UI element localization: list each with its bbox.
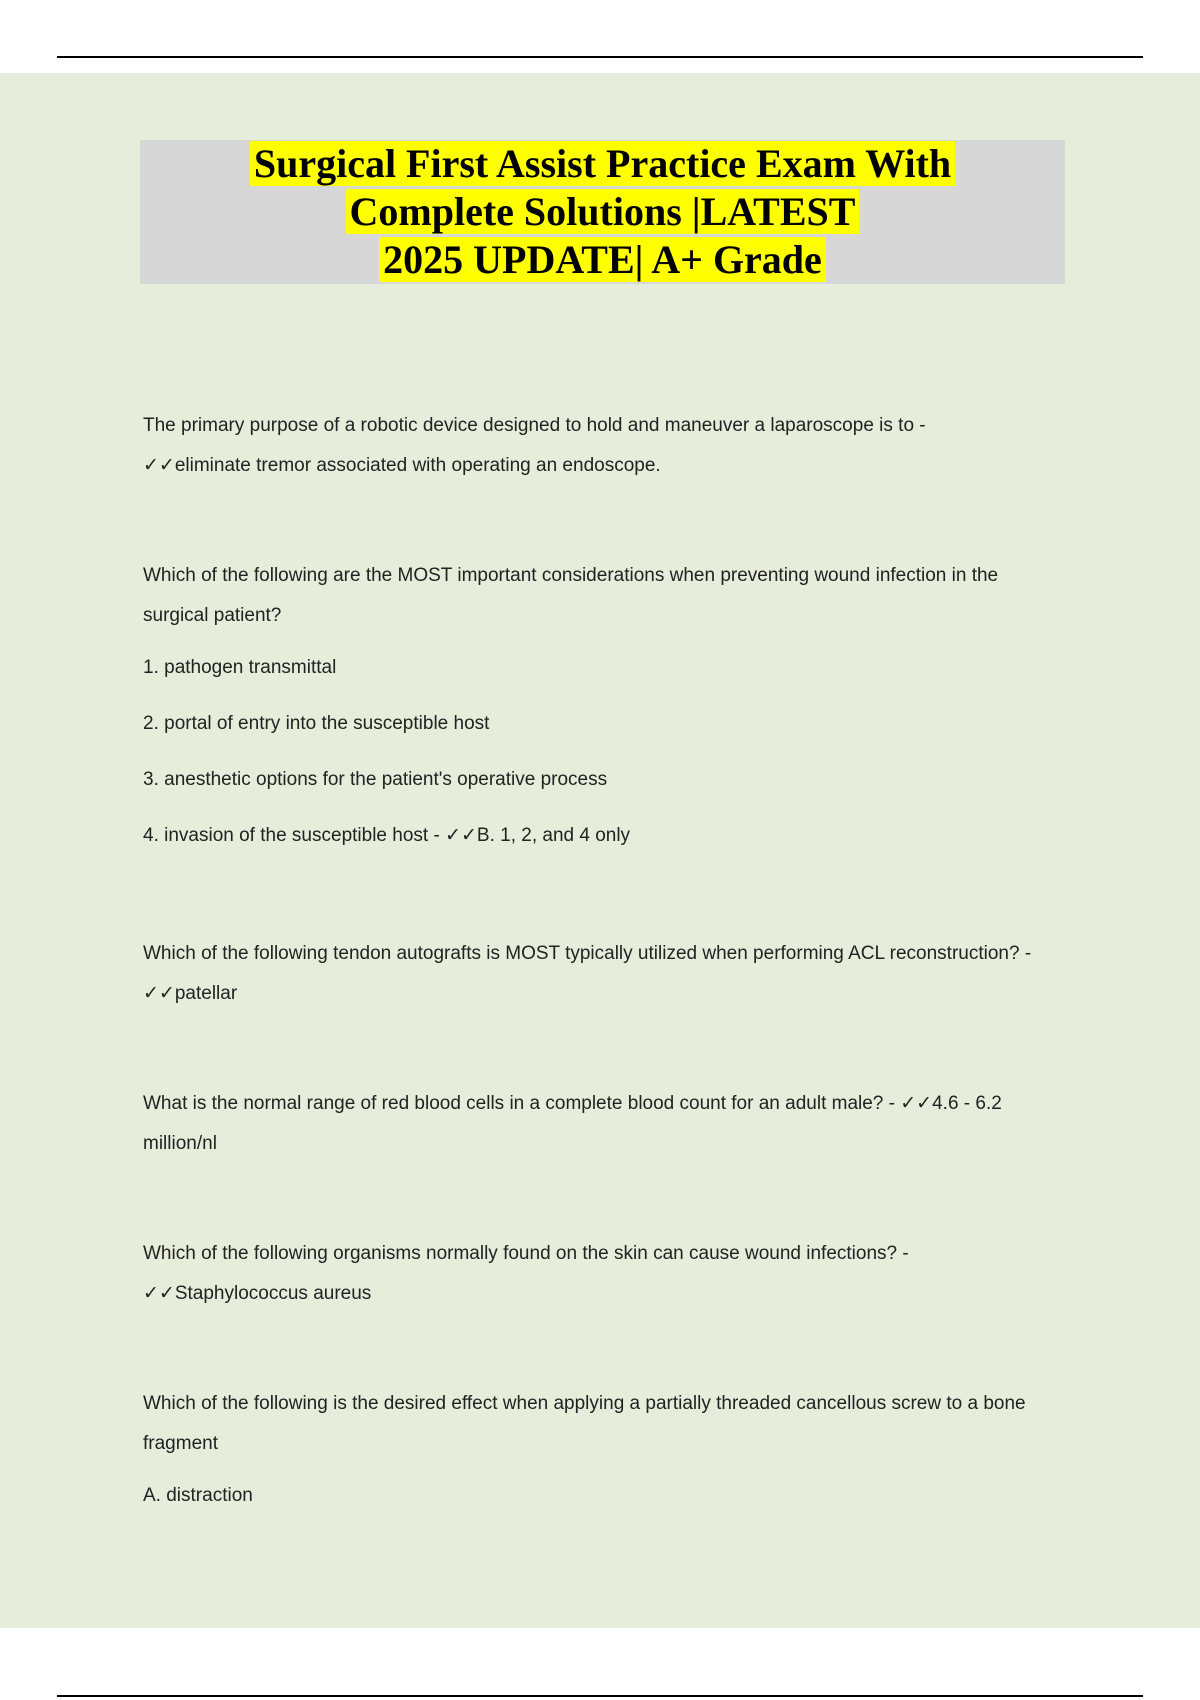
question-text: What is the normal range of red blood cells in a complete blood count for an adult male? - ✓✓4.6 - 6.2 million/nl [143, 1093, 1002, 1154]
title-line-2: Complete Solutions |LATEST [346, 189, 860, 234]
bottom-rule [57, 1695, 1143, 1697]
question-list [143, 406, 1063, 1524]
question-answer: ✓✓eliminate tremor associated with operating an endoscope. [143, 455, 661, 476]
top-rule [57, 56, 1143, 58]
question-text: Which of the following is the desired effect when applying a partially threaded cancellous screw to a bone fragment [143, 1393, 1026, 1454]
question-text: Which of the following are the MOST important considerations when preventing wound infection in the surgical patient? [143, 565, 999, 626]
question-text: The primary purpose of a robotic device designed to hold and maneuver a laparoscope is to - [143, 415, 926, 436]
question-5 [143, 1234, 1063, 1314]
option-item: 2. portal of entry into the susceptible host [143, 713, 490, 734]
option-list [143, 1468, 1063, 1524]
question-text: Which of the following tendon autografts is MOST typically utilized when performing ACL reconstruction? - ✓✓patellar [143, 943, 1032, 1004]
option-list [143, 640, 1063, 864]
question-3 [143, 934, 1063, 1014]
question-1 [143, 406, 1063, 486]
title-line-1: Surgical First Assist Practice Exam With [250, 141, 955, 186]
option-item: 1. pathogen transmittal [143, 657, 337, 678]
document-title [140, 140, 1065, 284]
question-6 [143, 1384, 1063, 1524]
option-item: 3. anesthetic options for the patient's operative process [143, 769, 608, 790]
option-item: A. distraction [143, 1485, 253, 1506]
title-line-3: 2025 UPDATE| A+ Grade [379, 237, 826, 282]
question-answer: ✓✓Staphylococcus aureus [143, 1283, 372, 1304]
question-text: Which of the following organisms normally found on the skin can cause wound infections? - [143, 1243, 909, 1264]
question-2 [143, 556, 1063, 864]
option-item: 4. invasion of the susceptible host - ✓✓B. 1, 2, and 4 only [143, 825, 631, 846]
question-4 [143, 1084, 1063, 1164]
